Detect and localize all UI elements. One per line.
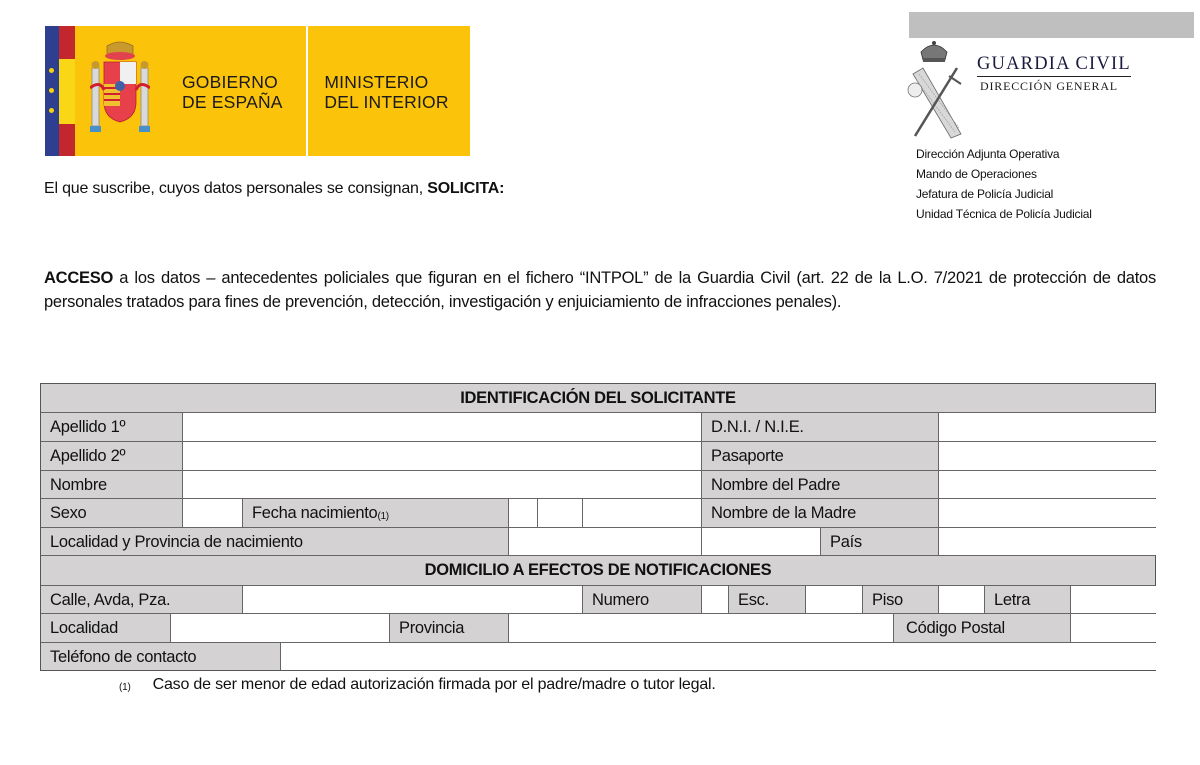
telefono-field[interactable] xyxy=(281,643,1156,670)
label-pasaporte: Pasaporte xyxy=(702,442,939,470)
direccion-general-subtitle: DIRECCIÓN GENERAL xyxy=(980,79,1118,93)
fecha-dia-field[interactable] xyxy=(509,499,538,527)
organizational-units xyxy=(916,144,1092,224)
provincia-field[interactable] xyxy=(509,614,894,642)
provincia-nacimiento-field[interactable] xyxy=(702,528,821,555)
section-identificacion-header: IDENTIFICACIÓN DEL SOLICITANTE xyxy=(41,384,1155,413)
ministerio-panel xyxy=(308,26,470,156)
label-apellido2: Apellido 2º xyxy=(41,442,183,470)
dni-nie-field[interactable] xyxy=(939,413,1156,441)
form-row-nombre xyxy=(41,471,1155,499)
label-localidad: Localidad xyxy=(41,614,171,642)
footnote-text: Caso de ser menor de edad autorización firmada por el padre/madre o tutor legal. xyxy=(152,676,716,693)
footnote-ref: (1) xyxy=(377,511,389,522)
calle-field[interactable] xyxy=(243,586,583,613)
localidad-field[interactable] xyxy=(171,614,390,642)
label-fecha-nacimiento: Fecha nacimiento$_{(1)}$ xyxy=(243,499,509,527)
spain-flag-stripe xyxy=(45,26,75,156)
pais-field[interactable] xyxy=(939,528,1156,555)
label-calle: Calle, Avda, Pza. xyxy=(41,586,243,613)
label-sexo: Sexo xyxy=(41,499,183,527)
form-row-telefono xyxy=(41,643,1155,670)
form-row-calle xyxy=(41,586,1155,614)
label-codigo-postal: Código Postal xyxy=(894,614,1071,642)
unit-line: Dirección Adjunta Operativa xyxy=(916,147,1060,161)
footnote xyxy=(119,676,716,694)
pasaporte-field[interactable] xyxy=(939,442,1156,470)
section-domicilio-header: DOMICILIO A EFECTOS DE NOTIFICACIONES xyxy=(41,556,1155,586)
form-row-apellido2 xyxy=(41,442,1155,471)
label-piso: Piso xyxy=(863,586,939,613)
gobierno-de-espana-text: GOBIERNO DE ESPAÑA xyxy=(182,72,283,112)
piso-field[interactable] xyxy=(939,586,985,613)
localidad-nacimiento-field[interactable] xyxy=(509,528,702,555)
label-pais: País xyxy=(821,528,939,555)
apellido1-field[interactable] xyxy=(183,413,702,441)
numero-field[interactable] xyxy=(702,586,729,613)
label-nombre: Nombre xyxy=(41,471,183,498)
solicita-label: SOLICITA: xyxy=(427,180,505,197)
label-nombre-padre: Nombre del Padre xyxy=(702,471,939,498)
nombre-field[interactable] xyxy=(183,471,702,498)
form-row-apellido1 xyxy=(41,413,1155,442)
esc-field[interactable] xyxy=(806,586,863,613)
unit-line: Mando de Operaciones xyxy=(916,167,1037,181)
acceso-label: ACCESO xyxy=(44,269,114,287)
footnote-marker: (1) xyxy=(119,682,131,693)
unit-line: Unidad Técnica de Policía Judicial xyxy=(916,207,1092,221)
nombre-padre-field[interactable] xyxy=(939,471,1156,498)
sexo-field[interactable] xyxy=(183,499,243,527)
form-row-lugar-nacimiento xyxy=(41,528,1155,556)
label-localidad-provincia-nacimiento: Localidad y Provincia de nacimiento xyxy=(41,528,509,555)
label-dni-nie: D.N.I. / N.I.E. xyxy=(702,413,939,441)
gobierno-ministerio-logo xyxy=(45,26,470,156)
label-provincia: Provincia xyxy=(390,614,509,642)
label-apellido1: Apellido 1º xyxy=(41,413,183,441)
coat-of-arms-icon xyxy=(90,40,150,138)
intro-statement: El que suscribe, cuyos datos personales se consignan, SOLICITA: xyxy=(44,180,505,197)
fecha-anio-field[interactable] xyxy=(583,499,702,527)
label-esc: Esc. xyxy=(729,586,806,613)
guardia-civil-emblem-icon xyxy=(905,38,963,140)
ministerio-del-interior-text: MINISTERIO DEL INTERIOR xyxy=(324,72,449,112)
apellido2-field[interactable] xyxy=(183,442,702,470)
gobierno-panel xyxy=(75,26,306,156)
unit-line: Jefatura de Policía Judicial xyxy=(916,187,1054,201)
grey-header-bar xyxy=(909,12,1194,38)
letra-field[interactable] xyxy=(1071,586,1156,613)
nombre-madre-field[interactable] xyxy=(939,499,1156,527)
applicant-form xyxy=(40,383,1156,671)
label-nombre-madre: Nombre de la Madre xyxy=(702,499,939,527)
label-numero: Numero xyxy=(583,586,702,613)
form-row-sexo-fecha xyxy=(41,499,1155,528)
request-paragraph: ACCESO a los datos – antecedentes policiales que figuran en el fichero “INTPOL” de la Guardia Civil (art. 22 de la L.O. 7/2021 de protección de datos personales tratados para fines de prevención, detección, investigación y enjuiciamiento de infracciones penales). xyxy=(44,269,1156,311)
codigo-postal-field[interactable] xyxy=(1071,614,1156,642)
guardia-civil-title: GUARDIA CIVIL xyxy=(977,54,1131,77)
fecha-mes-field[interactable] xyxy=(538,499,583,527)
label-letra: Letra xyxy=(985,586,1071,613)
form-row-localidad xyxy=(41,614,1155,643)
label-telefono: Teléfono de contacto xyxy=(41,643,281,670)
